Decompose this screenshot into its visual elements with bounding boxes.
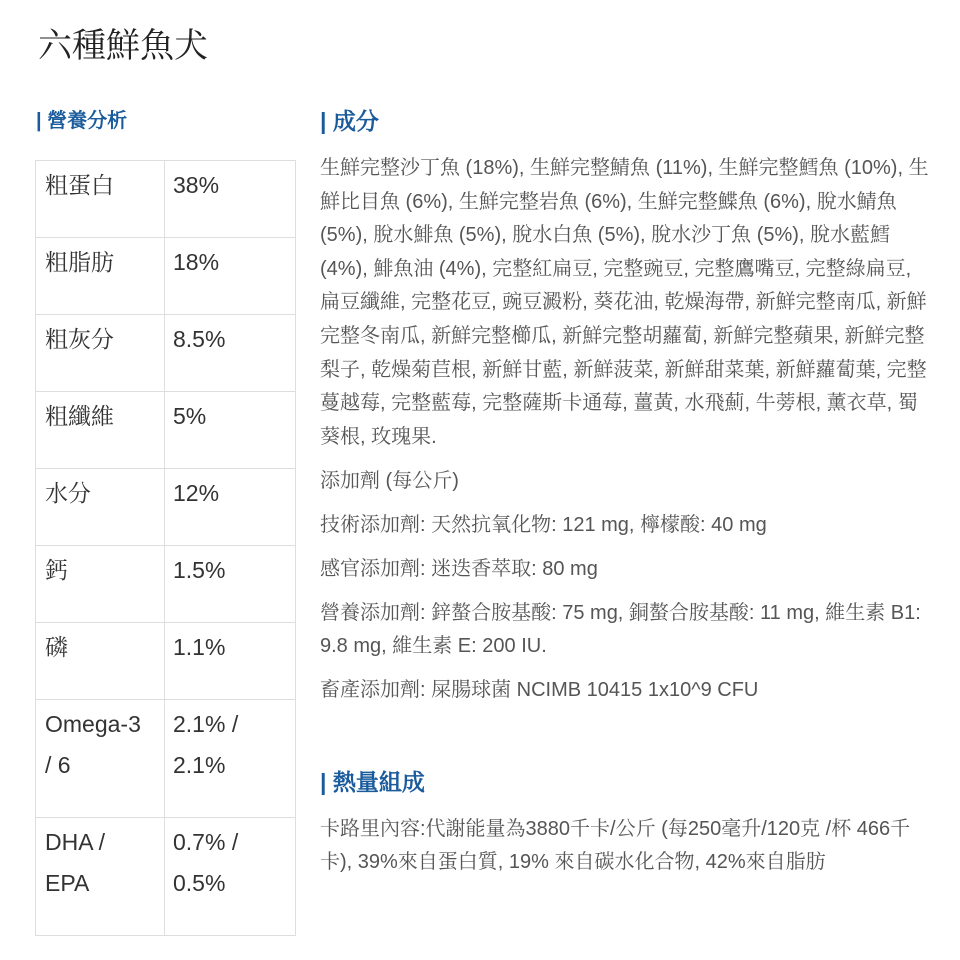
table-row (36, 315, 296, 392)
table-row (36, 623, 296, 700)
table-row (36, 469, 296, 546)
table-row (36, 161, 296, 238)
nutrient-value: 5% (165, 392, 296, 469)
ingredients-section (320, 107, 932, 890)
table-row (36, 700, 296, 818)
nutrient-value: 1.1% (165, 623, 296, 700)
nutrient-name: 鈣 (36, 546, 165, 623)
nutrient-value: 18% (165, 238, 296, 315)
ingredients-heading: | 成分 (320, 108, 379, 134)
nutrient-name: 粗灰分 (36, 315, 165, 392)
ingredients-text: 生鮮完整沙丁魚 (18%), 生鮮完整鯖魚 (11%), 生鮮完整鱈魚 (10%), 生鮮比目魚 (6%), 生鮮完整岩魚 (6%), 生鮮完整鰈魚 (6%), 脫水鯖魚 (5%), 脫水鯡魚 (5%), 脫水白魚 (5%), 脫水沙丁魚 (5%), 脫水藍鱈 (4%), 鯡魚油 (4%), 完整紅扁豆, 完整豌豆, 完整鷹嘴豆, 完整綠扁豆, 扁豆纖維, 完整花豆, 豌豆澱粉, 葵花油, 乾燥海帶, 新鮮完整南瓜, 新鮮完整冬南瓜, 新鮮完整櫛瓜, 新鮮完整胡蘿蔔, 新鮮完整蘋果, 新鮮完整梨子, 乾燥菊苣根, 新鮮甘藍, 新鮮菠菜, 新鮮甜菜葉, 新鮮蘿蔔葉, 完整蔓越莓, 完整藍莓, 完整薩斯卡通莓, 薑黃, 水飛薊, 牛蒡根, 薰衣草, 蜀葵根, 玫瑰果. (320, 157, 929, 448)
nutrition-analysis-section (35, 108, 295, 936)
table-row (36, 546, 296, 623)
nutrient-value: 1.5% (165, 546, 296, 623)
calorie-text: 卡路里內容:代謝能量為3880千卡/公斤 (每250毫升/120克 /杯 466千卡), 39%來自蛋白質, 19% 來自碳水化合物, 42%來自脂肪 (320, 817, 911, 874)
table-row (36, 392, 296, 469)
page-title: 六種鮮魚犬 (38, 27, 208, 65)
additive-nutritional: 營養添加劑: 鋅螯合胺基酸: 75 mg, 銅螯合胺基酸: 11 mg, 維生素 B1: 9.8 mg, 維生素 E: 200 IU. (320, 601, 921, 658)
calorie-heading: | 熱量組成 (320, 768, 425, 795)
nutrient-name: 粗脂肪 (36, 238, 165, 315)
nutrient-value: 12% (165, 469, 296, 546)
nutrient-value: 0.7% / 0.5% (165, 818, 296, 936)
additive-sensory: 感官添加劑: 迷迭香萃取: 80 mg (320, 557, 598, 580)
nutrient-name: 水分 (36, 469, 165, 546)
nutrient-name: DHA / EPA (36, 818, 165, 936)
nutrient-value: 8.5% (165, 315, 296, 392)
nutrient-name: 粗蛋白 (36, 161, 165, 238)
table-row (36, 818, 296, 936)
table-row (36, 238, 296, 315)
nutrient-name: 粗纖維 (36, 392, 165, 469)
nutrient-value: 2.1% / 2.1% (165, 700, 296, 818)
nutrient-name: 磷 (36, 623, 165, 700)
nutrient-name: Omega-3 / 6 (36, 700, 165, 818)
additive-zootechnical: 畜產添加劑: 屎腸球菌 NCIMB 10415 1x10^9 CFU (320, 679, 759, 702)
nutrition-table (35, 160, 296, 936)
nutrient-value: 38% (165, 161, 296, 238)
additive-technical: 技術添加劑: 天然抗氧化物: 121 mg, 檸檬酸: 40 mg (320, 513, 767, 536)
nutrition-analysis-heading: | 營養分析 (36, 110, 128, 132)
additives-heading: 添加劑 (每公斤) (320, 469, 459, 492)
